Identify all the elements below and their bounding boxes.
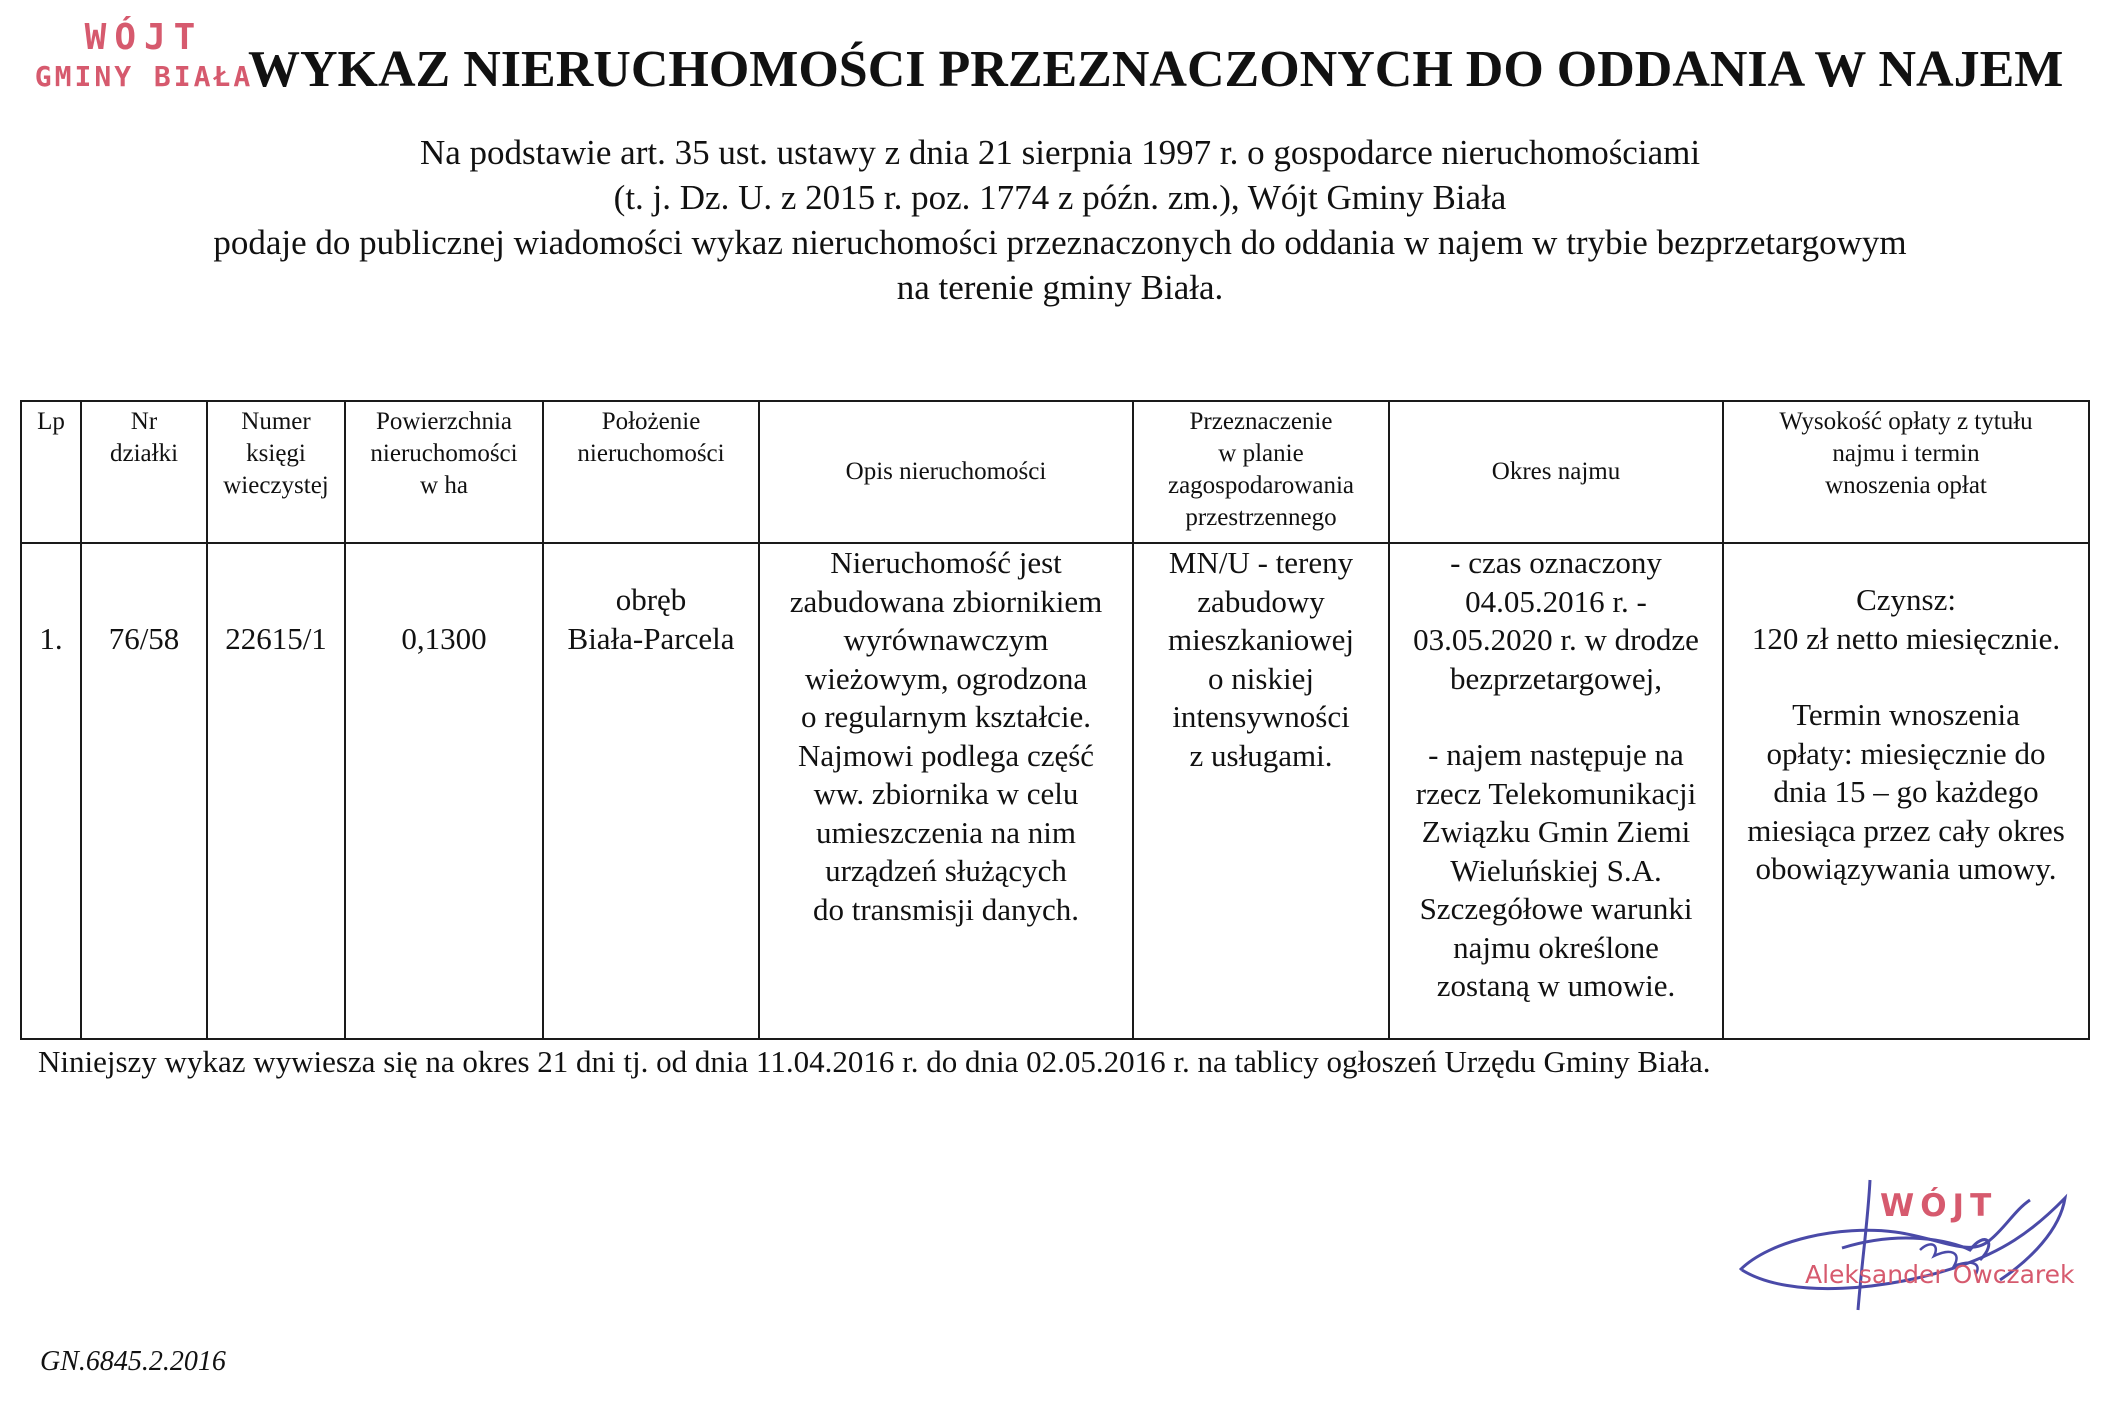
cell-text-line: wyrównawczym [843, 622, 1049, 657]
paragraph-gap [1394, 698, 1718, 736]
document-title: WYKAZ NIERUCHOMOŚCI PRZEZNACZONYCH DO ODDANIA W NAJEM [248, 41, 2064, 98]
header-lp [21, 401, 81, 543]
cell-okres [1389, 543, 1723, 1039]
cell-text-line: ww. zbiornika w celu [813, 776, 1079, 811]
cell-text-line: opłaty: miesięcznie do [1766, 735, 2046, 771]
stamp-line-1: WÓJT [84, 17, 204, 58]
header-text: Położenie nieruchomości [577, 408, 725, 467]
signature-stamp-title: WÓJT [1880, 1188, 1998, 1224]
cell-text-line: zabudowy [1197, 583, 1325, 619]
cell-text: 76/58 [108, 621, 180, 656]
cell-text-line: Związku Gmin Ziemi [1421, 814, 1691, 849]
posting-period-note: Niniejszy wykaz wywiesza się na okres 21 dni tj. od dnia 11.04.2016 r. do dnia 02.05.2016 r. na tablicy ogłoszeń Urzędu Gminy Biała. [38, 1044, 1711, 1079]
cell-text: 1. [39, 621, 63, 656]
paragraph-gap [1728, 658, 2084, 696]
stamp-wojt-gminy [34, 16, 254, 94]
cell-text-line: urządzeń służących [825, 853, 1067, 888]
intro-line: (t. j. Dz. U. z 2015 r. poz. 1774 z późn. zm.), Wójt Gminy Biała [613, 178, 1507, 217]
cell-text-line: zabudowana zbiornikiem [789, 583, 1103, 619]
header-okres [1389, 401, 1723, 543]
header-text: Przeznaczenie w planie zagospodarowania przestrzennego [1167, 408, 1355, 531]
header-przeznaczenie [1133, 401, 1389, 543]
cell-text-line: z usługami. [1189, 737, 1333, 773]
header-powierzchnia [345, 401, 543, 543]
cell-text-line: Termin wnoszenia [1792, 697, 2020, 732]
cell-text-line: o regularnym kształcie. [800, 699, 1092, 734]
cell-text-block [1138, 544, 1384, 775]
header-nr-dzialki [81, 401, 207, 543]
cell-text-line: MN/U - tereny [1168, 545, 1354, 580]
cell-text-line: wieżowym, ogrodzona [804, 660, 1088, 696]
cell-text-line: mieszkaniowej [1168, 622, 1354, 657]
cell-opis [759, 543, 1133, 1039]
intro-line: na terenie gminy Biała. [896, 268, 1224, 307]
cell-text-line: Biała-Parcela [567, 620, 735, 656]
header-ksiega [207, 401, 345, 543]
intro-line: Na podstawie art. 35 ust. ustawy z dnia 21 sierpnia 1997 r. o gospodarce nieruchomościami [419, 133, 1701, 172]
stamp-line-2: GMINY BIAŁA [34, 60, 254, 93]
cell-text-block [764, 544, 1128, 929]
cell-text-line: obowiązywania umowy. [1755, 851, 2057, 886]
cell-text-line: - czas oznaczony [1450, 545, 1662, 580]
header-text: Wysokość opłaty z tytułu najmu i termin wnoszenia opłat [1779, 408, 2033, 499]
cell-text-line: Szczegółowe warunki [1419, 891, 1693, 926]
cell-text-line: obręb [615, 582, 687, 617]
cell-text-line: - najem następuje na [1428, 737, 1684, 772]
cell-text-line: rzecz Telekomunikacji [1415, 775, 1697, 811]
cell-text-line: dnia 15 – go każdego [1773, 774, 2039, 809]
cell-text-line: do transmisji danych. [812, 891, 1080, 927]
cell-text: 22615/1 [225, 621, 327, 656]
header-opis [759, 401, 1133, 543]
cell-text-line: 03.05.2020 r. w drodze [1413, 622, 1699, 657]
cell-lp [21, 543, 81, 1039]
cell-text-line: zostaną w umowie. [1436, 968, 1676, 1003]
cell-polozenie [543, 543, 759, 1039]
table-row [21, 543, 2089, 1039]
header-text: Okres najmu [1491, 458, 1621, 485]
header-text: Lp [37, 408, 65, 435]
cell-text-line: intensywności [1172, 699, 1350, 734]
cell-text-block [548, 581, 754, 658]
header-polozenie [543, 401, 759, 543]
header-text: Opis nieruchomości [845, 458, 1047, 485]
header-text: Powierzchnia nieruchomości w ha [370, 408, 518, 499]
intro-line: podaje do publicznej wiadomości wykaz nieruchomości przeznaczonych do oddania w najem w trybie bezprzetargowym [213, 223, 1907, 262]
cell-ksiega [207, 543, 345, 1039]
cell-text-line: 04.05.2016 r. - [1465, 583, 1647, 619]
cell-nr-dzialki [81, 543, 207, 1039]
cell-powierzchnia [345, 543, 543, 1039]
cell-text-line: najmu określone [1453, 929, 1659, 965]
cell-text-line: Najmowi podlega część [797, 737, 1095, 773]
intro-paragraph [150, 130, 1970, 310]
header-text: Numer księgi wieczystej [223, 408, 329, 499]
header-oplata [1723, 401, 2089, 543]
header-text: Nr działki [109, 408, 179, 467]
table-header-row [21, 401, 2089, 543]
cell-text-line: Nieruchomość jest [830, 545, 1062, 580]
cell-text: 0,1300 [401, 621, 487, 656]
cell-text-line: Wieluńskiej S.A. [1450, 852, 1662, 888]
cell-text-block [1394, 544, 1718, 698]
cell-text-line: 120 zł netto miesięcznie. [1751, 620, 2061, 656]
signature-stamp-name: Aleksander Owczarek [1805, 1260, 2075, 1289]
cell-text-line: umieszczenia na nim [816, 814, 1076, 850]
cell-text-block [1728, 696, 2084, 889]
properties-table [20, 400, 2090, 1040]
cell-text-line: bezprzetargowej, [1449, 660, 1662, 696]
document-reference: GN.6845.2.2016 [40, 1346, 226, 1377]
cell-text-block [1394, 736, 1718, 1006]
cell-text-line: miesiąca przez cały okres [1747, 812, 2065, 848]
cell-przeznaczenie [1133, 543, 1389, 1039]
cell-text-line: o niskiej [1208, 660, 1314, 696]
cell-oplata [1723, 543, 2089, 1039]
cell-text-line: Czynsz: [1856, 582, 1956, 617]
cell-text-block [1728, 581, 2084, 658]
